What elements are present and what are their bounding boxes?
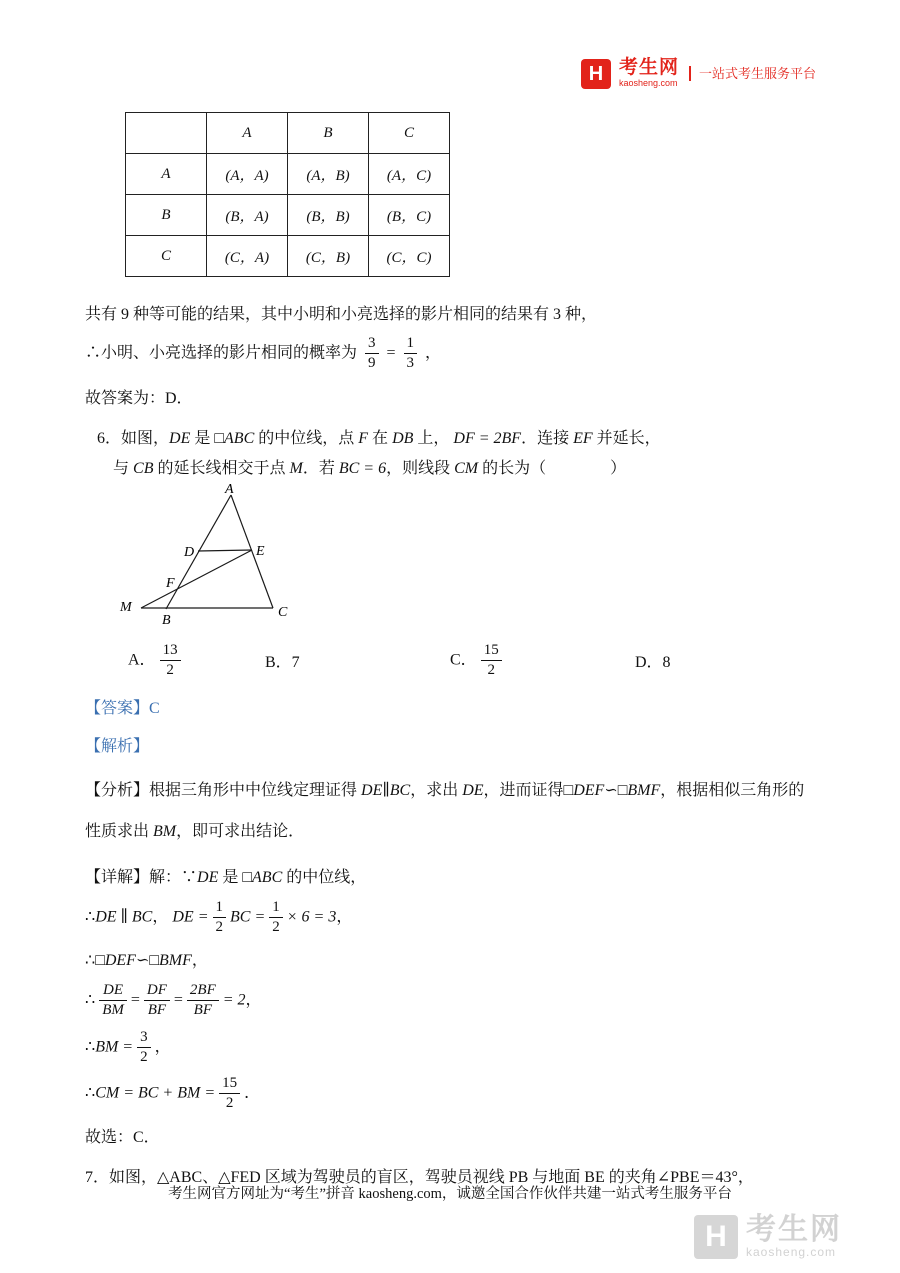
- table-cell: (C，B): [288, 236, 369, 277]
- solution-text: 共有 9 种等可能的结果，其中小明和小亮选择的影片相同的结果有 3 种，: [85, 306, 598, 323]
- option-c: C． $\frac{15}{2}$: [450, 642, 635, 680]
- table-corner-cell: [126, 113, 207, 154]
- question-6-line-1: 6．如图，DE 是 □ABC 的中位线，点 F 在 DB 上， DF = 2BF．连接 EF 并延长，: [97, 429, 661, 447]
- page-footer: 考生网官方网址为“考生”拼音 kaosheng.com，诚邀全国合作伙伴共建一站式考生服务平台: [168, 1186, 732, 1202]
- geometry-figure: [119, 483, 815, 634]
- answer-letter: C: [149, 700, 160, 717]
- text-run: ∴小明、小亮选择的影片相同的概率为: [85, 344, 358, 362]
- table-row: [126, 236, 450, 277]
- table-cell: (A，A): [207, 154, 288, 195]
- kaosheng-logo-icon: H: [581, 59, 611, 89]
- question-7-line: 7．如图，△ABC、△FED 区域为驾驶员的盲区，驾驶员视线 PB 与地面 BE 的夹角∠PBE＝43°，: [85, 1168, 754, 1186]
- col-header: A: [207, 113, 288, 154]
- col-header: B: [288, 113, 369, 154]
- answer-tag-line: 【答案】C: [85, 700, 160, 717]
- side-AC: [231, 495, 273, 608]
- option-a: A． $\frac{13}{2}$: [128, 642, 265, 680]
- watermark-text-block: [746, 1215, 842, 1259]
- fraction: $\frac{1}{2}$: [213, 899, 227, 937]
- brand-name: 考生网: [618, 57, 679, 78]
- watermark: [694, 1215, 842, 1259]
- fraction: $\frac{DE}{BM}$: [99, 982, 127, 1020]
- fraction: $\frac{13}{2}$: [160, 642, 181, 680]
- kaosheng-watermark-icon: H: [694, 1215, 738, 1259]
- table-cell: (C，A): [207, 236, 288, 277]
- conclusion-line: 故选：C．: [85, 1128, 160, 1146]
- row-header: A: [126, 154, 207, 195]
- table-cell: (A，C): [369, 154, 450, 195]
- watermark-name: 考生网: [746, 1213, 842, 1246]
- point-label-C: C: [278, 604, 288, 620]
- table-row: [126, 195, 450, 236]
- table-header-row: [126, 113, 450, 154]
- triangle-diagram: [119, 483, 331, 629]
- detail-step-6: ∴CM = BC + BM = $\frac{15}{2}$ ．: [85, 1075, 261, 1112]
- row-header: C: [126, 236, 207, 277]
- detail-step-5: ∴BM = $\frac{3}{2}$ ，: [85, 1028, 171, 1065]
- fraction: $\frac{2BF}{BF}$: [187, 982, 219, 1020]
- fraction: $\frac{3}{9}$: [365, 335, 379, 373]
- probability-line: [85, 335, 815, 373]
- question-6-line-2: 与 CB 的延长线相交于点 M．若 BC = 6，则线段 CM 的长为（ ）: [113, 459, 627, 477]
- brand-tagline: 一站式考生服务平台: [689, 66, 816, 81]
- option-b: B．7: [265, 653, 300, 671]
- point-label-F: F: [166, 575, 175, 591]
- point-label-B: B: [162, 612, 171, 628]
- detail-step-2: ∴DE ∥ BC， DE = $\frac{1}{2}$ BC = $\frac{1}{2}$ × 6 = 3，: [85, 898, 353, 935]
- row-header: B: [126, 195, 207, 236]
- table-row: [126, 154, 450, 195]
- fraction: $\frac{1}{2}$: [269, 899, 283, 937]
- answer-options-row: [128, 642, 815, 680]
- brand-name-block: [619, 58, 679, 89]
- brand-lockup: [581, 58, 816, 89]
- fraction: $\frac{3}{2}$: [137, 1029, 151, 1067]
- jiexi-tag-line: 【解析】: [85, 738, 150, 755]
- table-cell: (B，B): [288, 195, 369, 236]
- table-cell: (C，C): [369, 236, 450, 277]
- side-AB: [166, 495, 231, 609]
- detail-step-4: ∴ $\frac{DE}{BM}$ = $\frac{DF}{BF}$ = $\frac{2BF}{BF}$ = 2，: [85, 982, 262, 1019]
- point-label-M: M: [120, 599, 132, 615]
- option-d: D．8: [635, 653, 671, 671]
- table-cell: (B，A): [207, 195, 288, 236]
- fraction: $\frac{1}{3}$: [404, 335, 418, 373]
- text-run: ，: [425, 344, 442, 362]
- detail-step-3: ∴□DEF∽□BMF，: [85, 952, 208, 970]
- fraction: $\frac{15}{2}$: [481, 642, 502, 680]
- fraction: $\frac{DF}{BF}$: [144, 982, 170, 1020]
- watermark-domain: kaosheng.com: [746, 1245, 837, 1259]
- outcomes-table: [125, 112, 450, 277]
- line-EM: [141, 550, 252, 608]
- fraction: $\frac{15}{2}$: [219, 1075, 240, 1113]
- point-label-D: D: [184, 544, 195, 560]
- table-cell: (B，C): [369, 195, 450, 236]
- col-header: C: [369, 113, 450, 154]
- analysis-paragraph: 【分析】根据三角形中中位线定理证得 DE∥BC，求出 DE，进而证得□DEF∽□BMF，根据相似三角形的性质求出 BM，即可求出结论．: [85, 782, 805, 840]
- brand-domain: kaosheng.com: [618, 78, 678, 88]
- point-label-A: A: [225, 482, 234, 497]
- answer-statement: 故答案为：D．: [85, 389, 193, 407]
- equals-sign: =: [386, 344, 396, 362]
- point-label-E: E: [256, 543, 265, 559]
- table-cell: (A，B): [288, 154, 369, 195]
- detail-step-1: 【详解】解：∵DE 是 □ABC 的中位线，: [85, 868, 367, 886]
- midsegment-DE: [198, 550, 252, 551]
